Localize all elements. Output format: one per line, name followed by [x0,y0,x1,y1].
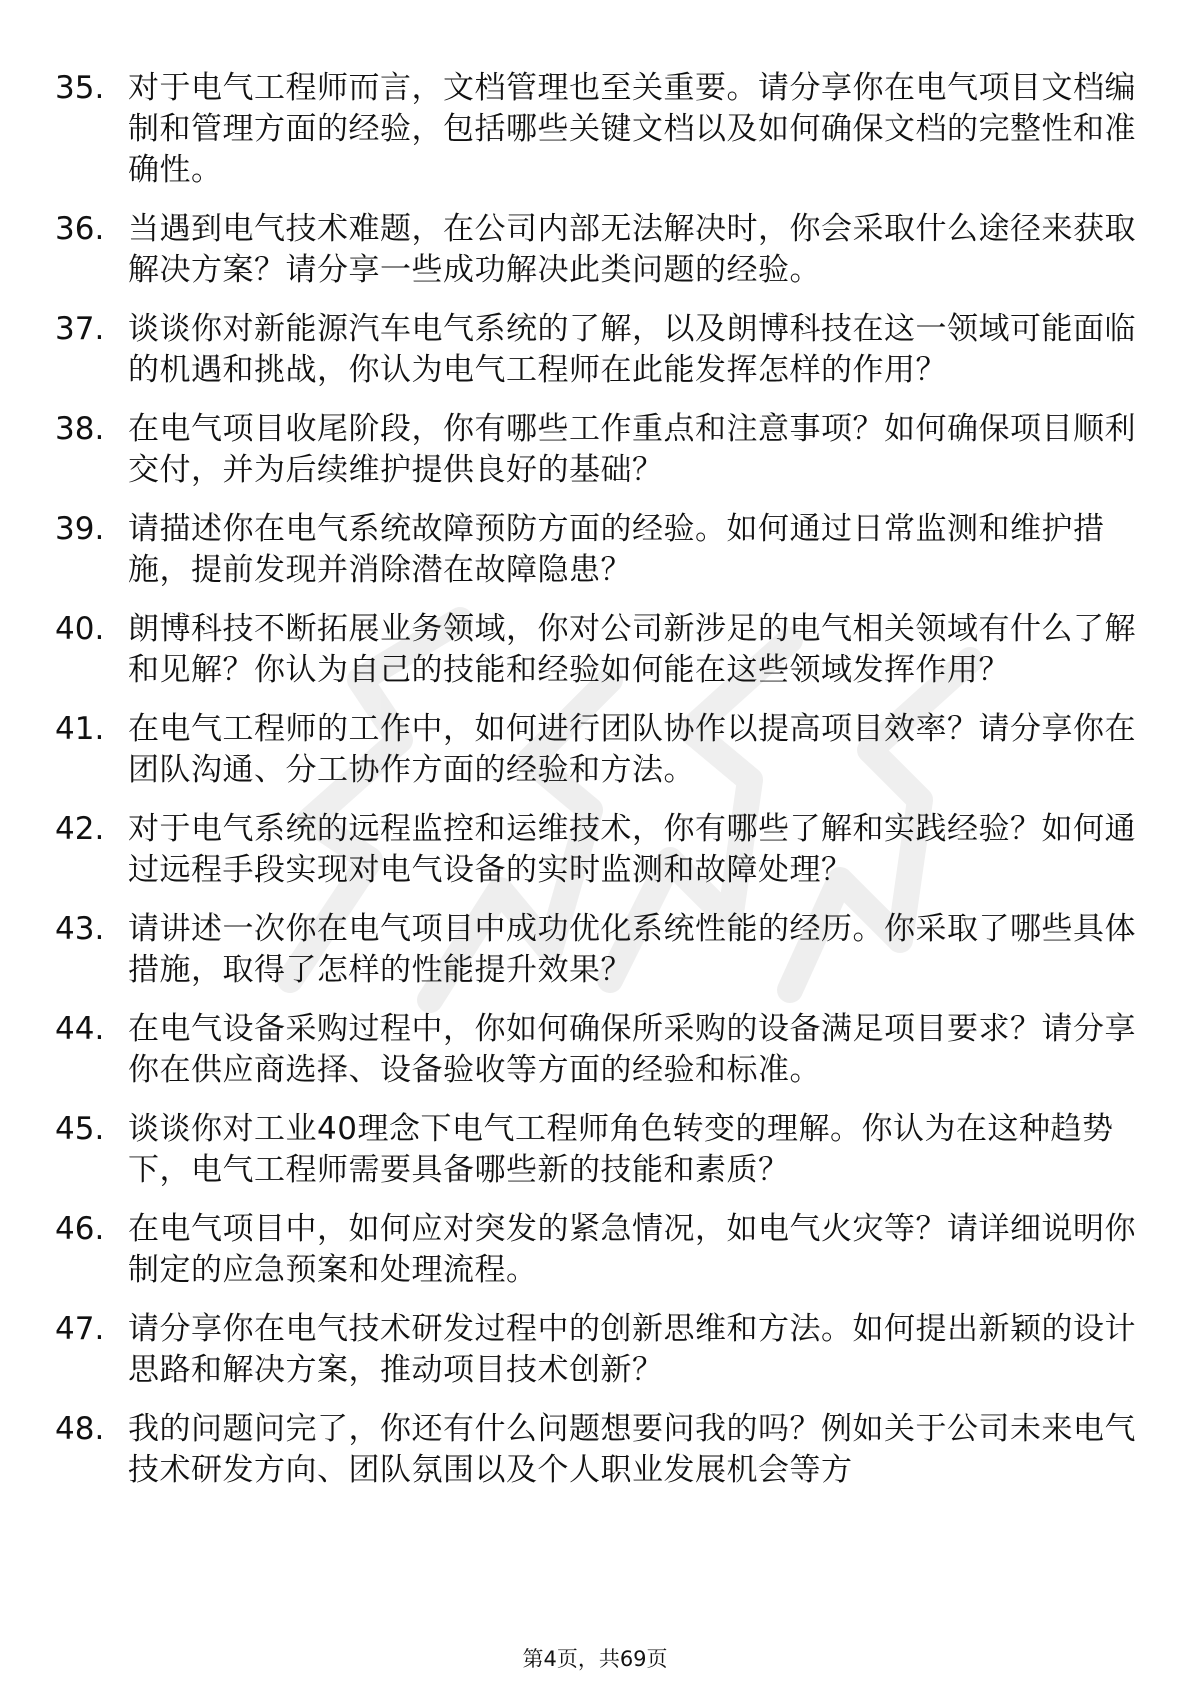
question-item [55,1009,1140,1091]
question-item [55,409,1140,491]
question-item [55,809,1140,891]
question-text: 在电气设备采购过程中，你如何确保所采购的设备满足项目要求？请分享你在供应商选择、设备验收等方面的经验和标准。 [128,1011,1136,1088]
question-number: 42. [55,811,105,847]
question-number: 45. [55,1111,105,1147]
question-text: 请讲述一次你在电气项目中成功优化系统性能的经历。你采取了哪些具体措施，取得了怎样的性能提升效果？ [128,911,1136,988]
question-item [55,1409,1140,1491]
question-item [55,309,1140,391]
question-number: 41. [55,711,105,747]
question-item [55,709,1140,791]
question-text: 在电气项目中，如何应对突发的紧急情况，如电气火灾等？请详细说明你制定的应急预案和处理流程。 [128,1211,1136,1288]
question-item [55,1209,1140,1291]
question-text: 请分享你在电气技术研发过程中的创新思维和方法。如何提出新颖的设计思路和解决方案，推动项目技术创新？ [128,1311,1136,1388]
question-item [55,509,1140,591]
question-number: 48. [55,1411,105,1447]
question-number: 40. [55,611,105,647]
question-number: 46. [55,1211,105,1247]
question-number: 36. [55,211,105,247]
question-text: 朗博科技不断拓展业务领域，你对公司新涉足的电气相关领域有什么了解和见解？你认为自己的技能和经验如何能在这些领域发挥作用？ [128,611,1136,688]
question-number: 37. [55,311,105,347]
question-text: 对于电气系统的远程监控和运维技术，你有哪些了解和实践经验？如何通过远程手段实现对电气设备的实时监测和故障处理？ [128,811,1136,888]
question-text: 在电气项目收尾阶段，你有哪些工作重点和注意事项？如何确保项目顺利交付，并为后续维护提供良好的基础？ [128,411,1136,488]
question-number: 38. [55,411,105,447]
question-text: 在电气工程师的工作中，如何进行团队协作以提高项目效率？请分享你在团队沟通、分工协作方面的经验和方法。 [128,711,1136,788]
question-item [55,1109,1140,1191]
question-list [55,68,1140,1509]
question-text: 请描述你在电气系统故障预防方面的经验。如何通过日常监测和维护措施，提前发现并消除潜在故障隐患？ [128,511,1105,588]
question-item [55,1309,1140,1391]
question-number: 47. [55,1311,105,1347]
question-text: 我的问题问完了，你还有什么问题想要问我的吗？例如关于公司未来电气技术研发方向、团队氛围以及个人职业发展机会等方 [128,1411,1136,1488]
question-item [55,909,1140,991]
question-number: 43. [55,911,105,947]
question-item [55,209,1140,291]
question-item [55,609,1140,691]
question-item [55,68,1140,191]
question-text: 对于电气工程师而言，文档管理也至关重要。请分享你在电气项目文档编制和管理方面的经验，包括哪些关键文档以及如何确保文档的完整性和准确性。 [128,70,1136,188]
question-text: 当遇到电气技术难题，在公司内部无法解决时，你会采取什么途径来获取解决方案？请分享一些成功解决此类问题的经验。 [128,211,1136,288]
question-number: 35. [55,70,105,106]
question-text: 谈谈你对新能源汽车电气系统的了解，以及朗博科技在这一领域可能面临的机遇和挑战，你认为电气工程师在此能发挥怎样的作用？ [128,311,1136,388]
question-text: 谈谈你对工业40理念下电气工程师角色转变的理解。你认为在这种趋势下，电气工程师需要具备哪些新的技能和素质？ [128,1111,1114,1188]
question-number: 44. [55,1011,105,1047]
page-number-footer: 第4页，共69页 [522,1647,668,1671]
question-number: 39. [55,511,105,547]
